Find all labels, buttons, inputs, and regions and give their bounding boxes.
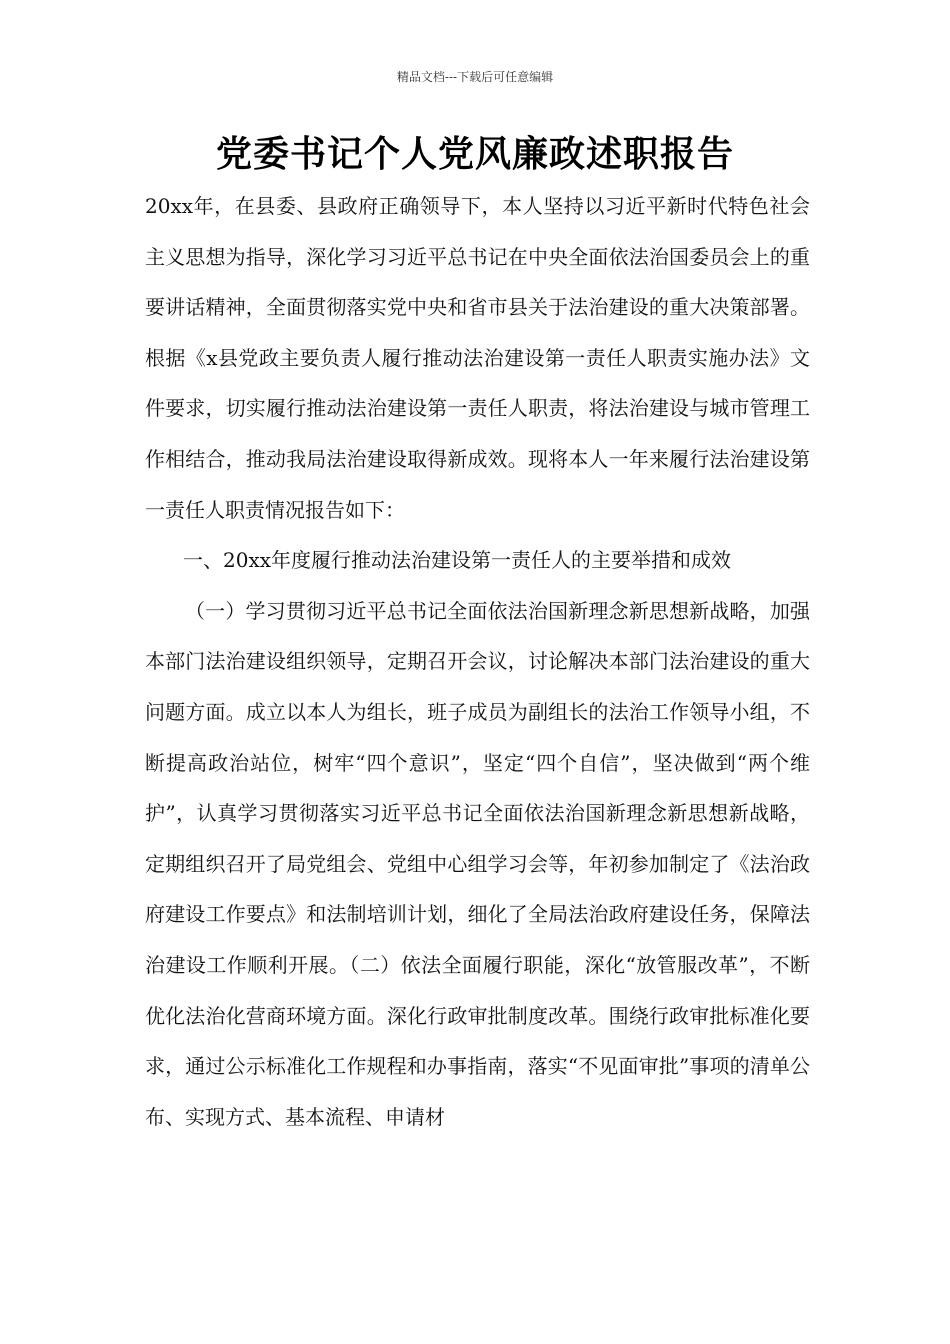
section-heading-1: 一、20xx年度履行推动法治建设第一责任人的主要举措和成效 [183, 548, 732, 573]
document-body [145, 181, 810, 1142]
page-header: 精品文档---下载后可任意编辑 [396, 70, 554, 84]
paragraph-intro: 20xx年，在县委、县政府正确领导下，本人坚持以习近平新时代特色社会主义思想为指导，深化学习习近平总书记在中央全面依法治国委员会上的重要讲话精神，全面贯彻落实党中央和省市县关于法治建设的重大决策部署。根据《x县党政主要负责人履行推动法治建设第一责任人职责实施办法》文件要求，切实履行推动法治建设第一责任人职责，将法治建设与城市管理工作相结合，推动我局法治建设取得新成效。现将本人一年来履行法治建设第一责任人职责情况报告如下： [145, 194, 810, 522]
page-title: 党委书记个人党风廉政述职报告 [215, 134, 734, 175]
paragraph-section-1: （一）学习贯彻习近平总书记全面依法治国新理念新思想新战略，加强本部门法治建设组织领导，定期召开会议，讨论解决本部门法治建设的重大问题方面。成立以本人为组长，班子成员为副组长的法治工作领导小组，不断提高政治站位，树牢“四个意识”，坚定“四个自信”，坚决做到“两个维护”，认真学习贯彻落实习近平总书记全面依法治国新理念新思想新战略，定期组织召开了局党组会、党组中心组学习会等，年初参加制定了《法治政府建设工作要点》和法制培训计划，细化了全局法治政府建设任务，保障法治建设工作顺利开展。（二）依法全面履行职能，深化“放管服改革”，不断优化法治化营商环境方面。深化行政审批制度改革。围绕行政审批标准化要求，通过公示标准化工作规程和办事指南，落实“不见面审批”事项的清单公布、实现方式、基本流程、申请材 [145, 598, 810, 1129]
